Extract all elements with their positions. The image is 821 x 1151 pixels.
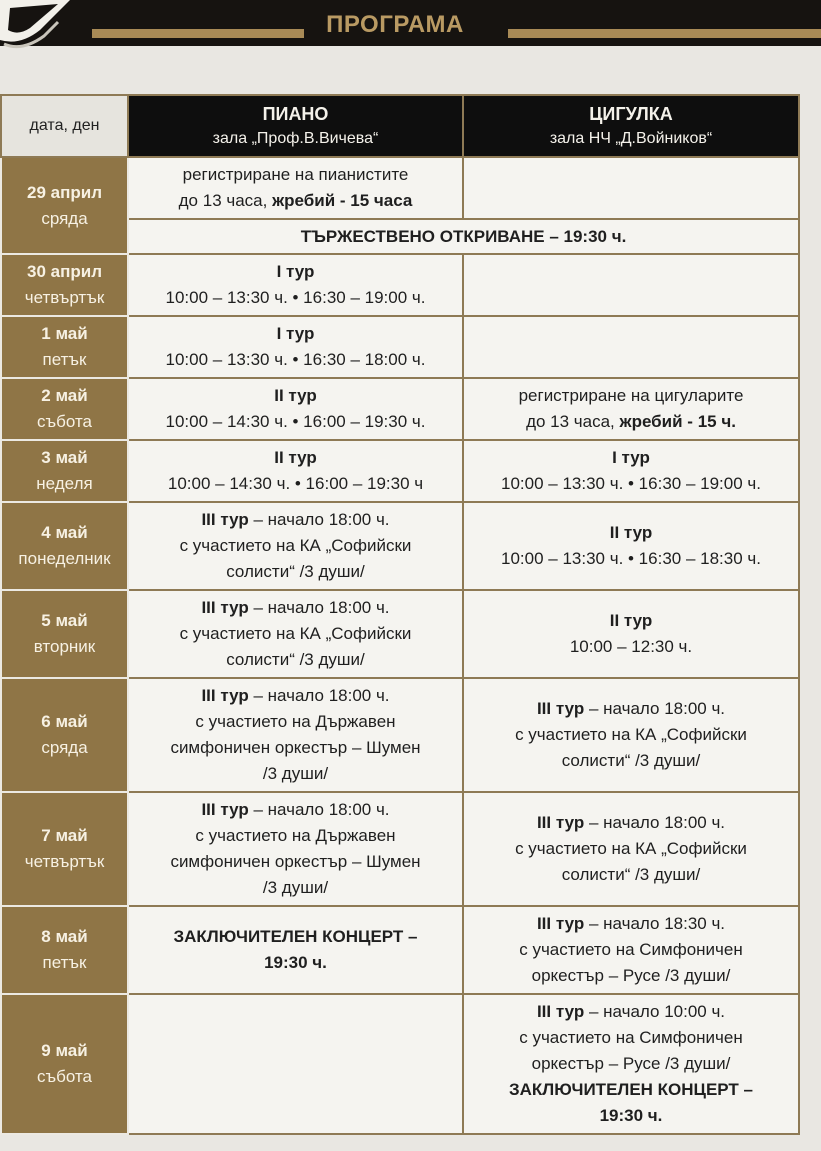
piano-cell bbox=[128, 590, 463, 678]
deadline-text: до 13 часа, bbox=[178, 191, 273, 210]
ensemble-line: солисти“ /3 души/ bbox=[561, 751, 701, 770]
violin-cell bbox=[463, 440, 799, 502]
violin-hall-name: зала НЧ „Д.Войников“ bbox=[549, 130, 713, 147]
round-label: III тур bbox=[201, 686, 249, 705]
table-row bbox=[1, 502, 799, 590]
violin-cell bbox=[463, 906, 799, 994]
violin-cell bbox=[463, 678, 799, 792]
start-time: – начало 18:00 ч. bbox=[248, 510, 390, 529]
time-range: 10:00 – 12:30 ч. bbox=[569, 637, 693, 656]
ensemble-line: симфоничен оркестър – Шумен bbox=[170, 738, 421, 757]
piano-cell bbox=[128, 316, 463, 378]
header-stripe-right bbox=[508, 29, 821, 38]
round-label: I тур bbox=[276, 262, 315, 281]
round-label: II тур bbox=[609, 523, 653, 542]
start-time: – начало 18:30 ч. bbox=[584, 914, 726, 933]
start-time: – начало 18:00 ч. bbox=[584, 813, 726, 832]
page-title: ПРОГРАМА bbox=[326, 11, 464, 38]
violin-cell bbox=[463, 378, 799, 440]
table-row bbox=[1, 157, 799, 219]
registration-text: регистриране на пианистите bbox=[182, 165, 409, 184]
date-label: 4 май bbox=[41, 523, 88, 542]
table-row bbox=[1, 378, 799, 440]
time-range: 10:00 – 14:30 ч. • 16:00 – 19:30 ч bbox=[167, 474, 424, 493]
round-label: II тур bbox=[274, 386, 317, 405]
draw-time: жребий - 15 ч. bbox=[619, 412, 736, 431]
round-label: III тур bbox=[201, 800, 249, 819]
piano-cell bbox=[128, 906, 463, 994]
date-cell bbox=[1, 502, 128, 590]
round-line bbox=[133, 595, 458, 621]
date-cell bbox=[1, 254, 128, 316]
table-row bbox=[1, 994, 799, 1134]
weekday-label: събота bbox=[37, 1067, 92, 1086]
start-time: – начало 18:00 ч. bbox=[248, 598, 390, 617]
ensemble-line: симфоничен оркестър – Шумен bbox=[170, 852, 421, 871]
date-label: 7 май bbox=[41, 826, 88, 845]
weekday-label: вторник bbox=[33, 637, 96, 656]
ensemble-line: оркестър – Русе /3 души/ bbox=[531, 1054, 731, 1073]
weekday-label: понеделник bbox=[18, 549, 111, 568]
ensemble-line: с участието на КА „Софийски bbox=[179, 624, 412, 643]
piano-keys-decoration bbox=[0, 0, 92, 70]
date-label: 2 май bbox=[41, 386, 88, 405]
table-header-row bbox=[1, 95, 799, 157]
round-label: II тур bbox=[609, 611, 653, 630]
weekday-label: събота bbox=[37, 412, 92, 431]
ensemble-line: с участието на КА „Софийски bbox=[515, 725, 747, 744]
final-concert-label: ЗАКЛЮЧИТЕЛЕН КОНЦЕРТ – bbox=[173, 927, 418, 946]
ensemble-line: с участието на Симфоничен bbox=[519, 940, 743, 959]
time-range: 10:00 – 13:30 ч. • 16:30 – 19:00 ч. bbox=[501, 474, 761, 493]
start-time: – начало 10:00 ч. bbox=[584, 1002, 726, 1021]
piano-cell bbox=[128, 678, 463, 792]
round-label: III тур bbox=[201, 510, 249, 529]
final-concert-time: 19:30 ч. bbox=[599, 1106, 663, 1125]
piano-cell bbox=[128, 157, 463, 219]
opening-ceremony-cell: ТЪРЖЕСТВЕНО ОТКРИВАНЕ – 19:30 ч. bbox=[128, 219, 799, 254]
final-concert-time: 19:30 ч. bbox=[264, 953, 327, 972]
round-line bbox=[468, 810, 794, 836]
time-range: 10:00 – 13:30 ч. • 16:30 – 19:00 ч. bbox=[165, 288, 426, 307]
date-cell bbox=[1, 440, 128, 502]
violin-cell bbox=[463, 994, 799, 1134]
date-label: 5 май bbox=[41, 611, 88, 630]
registration-deadline bbox=[468, 409, 794, 435]
violin-column-name: ЦИГУЛКА bbox=[589, 104, 673, 124]
piano-cell bbox=[128, 378, 463, 440]
column-header-date: дата, ден bbox=[1, 95, 128, 157]
table-row bbox=[1, 906, 799, 994]
column-header-piano bbox=[128, 95, 463, 157]
weekday-label: четвъртък bbox=[24, 288, 105, 307]
date-cell bbox=[1, 316, 128, 378]
round-label: III тур bbox=[536, 914, 585, 933]
round-label: I тур bbox=[276, 324, 315, 343]
date-cell bbox=[1, 590, 128, 678]
date-label: 6 май bbox=[41, 712, 88, 731]
ensemble-line: /3 души/ bbox=[262, 878, 329, 897]
date-cell bbox=[1, 792, 128, 906]
table-row bbox=[1, 316, 799, 378]
ensemble-line: солисти“ /3 души/ bbox=[561, 865, 701, 884]
date-label: 1 май bbox=[41, 324, 88, 343]
ensemble-line: оркестър – Русе /3 души/ bbox=[531, 966, 731, 985]
piano-cell bbox=[128, 792, 463, 906]
ensemble-line: солисти“ /3 души/ bbox=[226, 650, 365, 669]
ensemble-line: с участието на КА „Софийски bbox=[179, 536, 412, 555]
date-label: 3 май bbox=[41, 448, 88, 467]
registration-deadline bbox=[133, 188, 458, 214]
weekday-label: петък bbox=[42, 350, 87, 369]
violin-cell bbox=[463, 316, 799, 378]
deadline-text: до 13 часа, bbox=[526, 412, 620, 431]
header-stripe-left bbox=[92, 29, 304, 38]
table-row bbox=[1, 254, 799, 316]
round-line bbox=[133, 507, 458, 533]
draw-time: жребий - 15 часа bbox=[272, 191, 413, 210]
round-label: II тур bbox=[274, 448, 317, 467]
violin-cell bbox=[463, 157, 799, 219]
round-label: III тур bbox=[536, 699, 585, 718]
round-label: III тур bbox=[201, 598, 249, 617]
date-label: 9 май bbox=[41, 1041, 88, 1060]
round-label: III тур bbox=[536, 1002, 585, 1021]
date-label: 8 май bbox=[41, 927, 88, 946]
start-time: – начало 18:00 ч. bbox=[584, 699, 726, 718]
weekday-label: сряда bbox=[41, 208, 88, 228]
violin-cell bbox=[463, 254, 799, 316]
ensemble-line: с участието на Симфоничен bbox=[519, 1028, 743, 1047]
piano-cell bbox=[128, 254, 463, 316]
weekday-label: четвъртък bbox=[24, 852, 105, 871]
column-header-violin bbox=[463, 95, 799, 157]
ensemble-line: /3 души/ bbox=[262, 764, 329, 783]
piano-hall-name: зала „Проф.В.Вичева“ bbox=[212, 130, 379, 147]
violin-cell bbox=[463, 792, 799, 906]
weekday-label: неделя bbox=[36, 474, 93, 493]
round-line bbox=[133, 683, 458, 709]
time-range: 10:00 – 13:30 ч. • 16:30 – 18:00 ч. bbox=[165, 350, 426, 369]
round-line bbox=[468, 911, 794, 937]
round-line bbox=[468, 999, 794, 1025]
date-label: 30 април bbox=[27, 262, 102, 281]
date-cell bbox=[1, 378, 128, 440]
registration-text: регистриране на цигуларите bbox=[518, 386, 744, 405]
weekday-label: сряда bbox=[41, 738, 88, 757]
date-cell bbox=[1, 157, 128, 254]
round-line bbox=[133, 797, 458, 823]
date-cell bbox=[1, 994, 128, 1134]
date-cell bbox=[1, 678, 128, 792]
piano-column-name: ПИАНО bbox=[262, 104, 329, 124]
table-row bbox=[1, 792, 799, 906]
start-time: – начало 18:00 ч. bbox=[248, 800, 390, 819]
piano-cell bbox=[128, 440, 463, 502]
start-time: – начало 18:00 ч. bbox=[248, 686, 390, 705]
date-cell bbox=[1, 906, 128, 994]
round-line bbox=[468, 696, 794, 722]
date-label: 29 април bbox=[27, 182, 102, 202]
time-range: 10:00 – 14:30 ч. • 16:00 – 19:30 ч. bbox=[165, 412, 426, 431]
ensemble-line: солисти“ /3 души/ bbox=[226, 562, 365, 581]
violin-cell bbox=[463, 590, 799, 678]
schedule-table bbox=[0, 94, 800, 1135]
violin-cell bbox=[463, 502, 799, 590]
table-row bbox=[1, 440, 799, 502]
time-range: 10:00 – 13:30 ч. • 16:30 – 18:30 ч. bbox=[501, 549, 761, 568]
ensemble-line: с участието на КА „Софийски bbox=[515, 839, 747, 858]
weekday-label: петък bbox=[42, 953, 87, 972]
piano-cell bbox=[128, 502, 463, 590]
table-row bbox=[1, 590, 799, 678]
table-row bbox=[1, 678, 799, 792]
round-label: I тур bbox=[612, 448, 650, 467]
ensemble-line: с участието на Държавен bbox=[195, 712, 396, 731]
ensemble-line: с участието на Държавен bbox=[195, 826, 396, 845]
piano-cell bbox=[128, 994, 463, 1134]
round-label: III тур bbox=[536, 813, 585, 832]
final-concert-label: ЗАКЛЮЧИТЕЛЕН КОНЦЕРТ – bbox=[508, 1080, 753, 1099]
